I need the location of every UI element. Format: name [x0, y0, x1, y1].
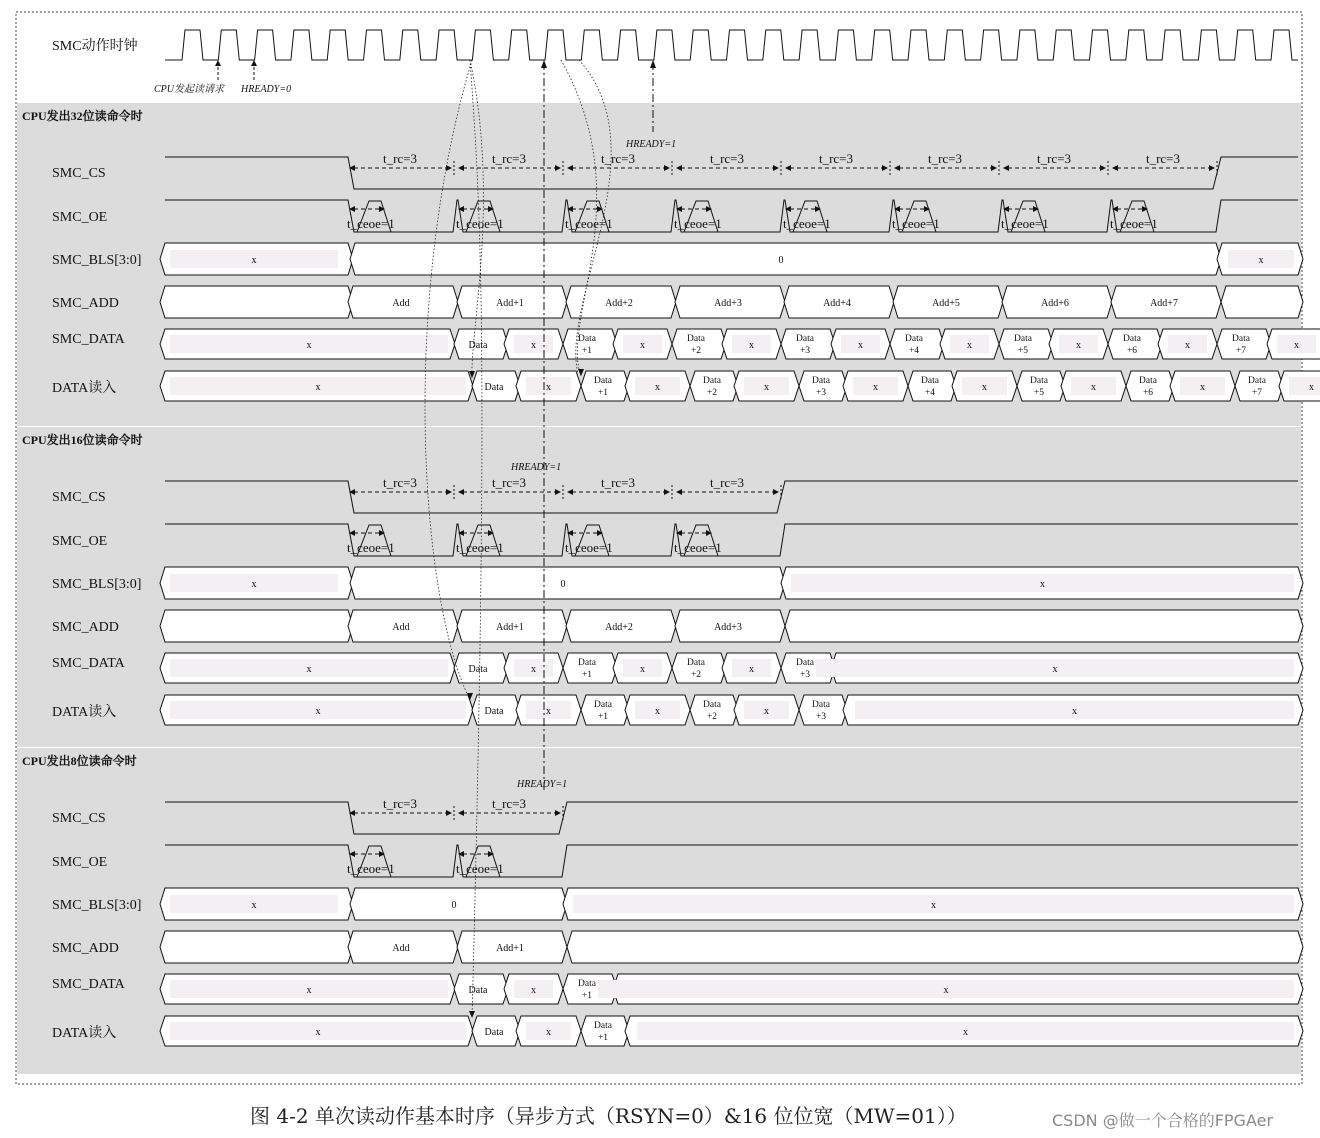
read-value: Data [484, 1027, 504, 1038]
data-value: Data [905, 334, 923, 344]
data-pre-value: x [306, 985, 312, 996]
clock-waveform [52, 30, 1298, 95]
hready1-annotation: HREADY=1 [517, 779, 568, 790]
t-ceoe-label: t_ceoe=1 [674, 540, 722, 555]
t-rc-label: t_rc=3 [491, 151, 527, 166]
address-value: Add+7 [1150, 298, 1178, 309]
read-value: Data [921, 376, 939, 386]
read-value-suffix: +7 [1251, 388, 1263, 398]
read-value-suffix: +2 [706, 712, 718, 722]
figure-caption: 图 4-2 单次读动作基本时序（异步方式（RSYN=0）&16 位位宽（MW=01）） [250, 1104, 967, 1128]
address-value: Add+3 [714, 298, 742, 309]
read-gap-value: x [655, 382, 660, 393]
add-pre-bus [160, 610, 353, 642]
signal-label-add: SMC_ADD [52, 941, 119, 956]
data-value-suffix: +1 [581, 991, 593, 1001]
read-value-suffix: +5 [1033, 388, 1045, 398]
data-value-suffix: +1 [581, 346, 593, 356]
signal-label-read: DATA读入 [52, 705, 117, 720]
read-value-suffix: +1 [597, 712, 609, 722]
t-ceoe-label: t_ceoe=1 [456, 540, 504, 555]
t-ceoe-label: t_ceoe=1 [565, 540, 613, 555]
read-value: Data [812, 700, 830, 710]
section-title: CPU发出32位读命令时 [22, 109, 143, 123]
data-value: Data [796, 334, 814, 344]
read-gap-value: x [655, 706, 660, 717]
hready1-annotation: HREADY=1 [626, 139, 677, 150]
read-gap-value: x [546, 706, 551, 717]
data-value: Data [468, 340, 488, 351]
hready1-annotation: HREADY=1 [511, 462, 562, 473]
signal-label-data: SMC_DATA [52, 332, 125, 347]
address-value: Add+2 [605, 622, 633, 633]
address-value: Add [392, 298, 410, 309]
address-value: Add+3 [714, 622, 742, 633]
data-value: Data [687, 658, 705, 668]
read-pre-value: x [315, 1027, 321, 1038]
bls-post-value: x [931, 900, 936, 911]
data-post-value: x [1052, 664, 1058, 675]
t-rc-label: t_rc=3 [709, 151, 745, 166]
add-post-bus [1221, 286, 1303, 318]
bls-pre-value: x [251, 900, 257, 911]
data-gap-value: x [1076, 340, 1081, 351]
bls-active-value: 0 [451, 900, 457, 911]
data-gap-value: x [531, 340, 536, 351]
cpu-request-arrowhead [215, 60, 221, 66]
read-gap-value: x [764, 382, 769, 393]
data-value-suffix: +3 [799, 670, 811, 680]
data-gap-value: x [531, 985, 536, 996]
bls-post-value: x [1258, 255, 1264, 266]
data-value-suffix: +2 [690, 346, 702, 356]
signal-label-oe: SMC_OE [52, 210, 108, 225]
signal-label-oe: SMC_OE [52, 534, 108, 549]
read-gap-value: x [1091, 382, 1096, 393]
address-value: Add+5 [932, 298, 960, 309]
data-value-suffix: +1 [581, 670, 593, 680]
add-pre-bus [160, 931, 353, 963]
read-value: Data [1139, 376, 1157, 386]
read-pre-value: x [315, 382, 321, 393]
clock-label: SMC动作时钟 [52, 39, 138, 54]
data-gap-value: x [749, 664, 754, 675]
bls-active-bus [350, 567, 785, 599]
t-rc-label: t_rc=3 [1036, 151, 1072, 166]
read-gap-value: x [1200, 382, 1205, 393]
read-gap-value-fill [1289, 377, 1320, 395]
t-rc-label: t_rc=3 [1145, 151, 1181, 166]
read-value: Data [594, 700, 612, 710]
read-value: Data [484, 706, 504, 717]
read-post-value: x [963, 1027, 968, 1038]
data-gap-value: x [640, 664, 645, 675]
bls-pre-value: x [251, 255, 257, 266]
read-gap-value: x [764, 706, 769, 717]
data-value-suffix: +6 [1126, 346, 1138, 356]
hready1-marker-arrowhead [650, 60, 656, 68]
address-value: Add+1 [496, 943, 524, 954]
signal-label-read: DATA读入 [52, 1026, 117, 1041]
signal-label-add: SMC_ADD [52, 296, 119, 311]
data-gap-value: x [1185, 340, 1190, 351]
data-value: Data [468, 664, 488, 675]
add-pre-bus [160, 286, 353, 318]
read-value: Data [594, 376, 612, 386]
read-value: Data [594, 1021, 612, 1031]
address-value: Add+6 [1041, 298, 1069, 309]
data-value: Data [687, 334, 705, 344]
data-value-suffix: +5 [1017, 346, 1029, 356]
add-post-bus [785, 610, 1303, 642]
cpu-request-annotation: CPU发起读请求 [154, 84, 224, 95]
t-rc-label: t_rc=3 [382, 475, 418, 490]
signal-label-bls: SMC_BLS[3:0] [52, 253, 142, 268]
address-value: Add [392, 622, 410, 633]
read-value-suffix: +6 [1142, 388, 1154, 398]
data-value: Data [578, 334, 596, 344]
signal-label-cs: SMC_CS [52, 490, 106, 505]
read-value: Data [1030, 376, 1048, 386]
t-rc-label: t_rc=3 [491, 475, 527, 490]
read-post-value: x [1072, 706, 1077, 717]
data-gap-value: x [531, 664, 536, 675]
data-value: Data [796, 658, 814, 668]
signal-label-bls: SMC_BLS[3:0] [52, 577, 142, 592]
data-pre-value: x [306, 340, 312, 351]
bls-pre-value: x [251, 579, 257, 590]
data-value-suffix: +4 [908, 346, 920, 356]
data-value-suffix: +7 [1235, 346, 1247, 356]
data-gap-value: x [858, 340, 863, 351]
t-ceoe-label: t_ceoe=1 [1001, 216, 1049, 231]
read-value-suffix: +1 [597, 1033, 609, 1043]
data-gap-value: x [1294, 340, 1299, 351]
data-pre-value: x [306, 664, 312, 675]
watermark: CSDN @做一个合格的FPGAer [1052, 1111, 1274, 1130]
read-gap-value: x [1309, 382, 1314, 393]
t-rc-label: t_rc=3 [600, 475, 636, 490]
read-value-suffix: +2 [706, 388, 718, 398]
read-value: Data [703, 376, 721, 386]
t-rc-label: t_rc=3 [600, 151, 636, 166]
read-value-suffix: +3 [815, 388, 827, 398]
data-gap-value: x [967, 340, 972, 351]
t-ceoe-label: t_ceoe=1 [565, 216, 613, 231]
data-value-suffix: +2 [690, 670, 702, 680]
t-rc-label: t_rc=3 [382, 796, 418, 811]
t-ceoe-label: t_ceoe=1 [347, 216, 395, 231]
signal-label-add: SMC_ADD [52, 620, 119, 635]
t-rc-label: t_rc=3 [709, 475, 745, 490]
read-value-suffix: +4 [924, 388, 936, 398]
signal-label-data: SMC_DATA [52, 977, 125, 992]
signal-label-data: SMC_DATA [52, 656, 125, 671]
section-title: CPU发出16位读命令时 [22, 433, 143, 447]
read-value-suffix: +3 [815, 712, 827, 722]
address-value: Add+4 [823, 298, 851, 309]
t-rc-label: t_rc=3 [382, 151, 418, 166]
t-ceoe-label: t_ceoe=1 [1110, 216, 1158, 231]
read-value: Data [703, 700, 721, 710]
signal-label-bls: SMC_BLS[3:0] [52, 898, 142, 913]
address-value: Add+1 [496, 622, 524, 633]
t-ceoe-label: t_ceoe=1 [783, 216, 831, 231]
clock-wave [165, 30, 1298, 60]
t-ceoe-label: t_ceoe=1 [347, 861, 395, 876]
data-gap-value: x [749, 340, 754, 351]
data-value: Data [578, 979, 596, 989]
signal-label-cs: SMC_CS [52, 811, 106, 826]
hready0-annotation: HREADY=0 [241, 84, 292, 95]
data-post-value: x [943, 985, 949, 996]
address-value: Add [392, 943, 410, 954]
read-pre-value: x [315, 706, 321, 717]
t-ceoe-label: t_ceoe=1 [456, 861, 504, 876]
read-value: Data [1248, 376, 1266, 386]
t-rc-label: t_rc=3 [927, 151, 963, 166]
data-value-suffix: +3 [799, 346, 811, 356]
read-value-suffix: +1 [597, 388, 609, 398]
hready0-arrowhead [251, 60, 257, 66]
bls-active-value: 0 [778, 255, 784, 266]
t-ceoe-label: t_ceoe=1 [347, 540, 395, 555]
hready-marker-arrowhead [541, 60, 547, 68]
signal-label-cs: SMC_CS [52, 166, 106, 181]
read-gap-value: x [982, 382, 987, 393]
data-value: Data [1123, 334, 1141, 344]
read-gap-value: x [546, 1027, 551, 1038]
data-value: Data [1014, 334, 1032, 344]
read-value: Data [812, 376, 830, 386]
add-post-bus [567, 931, 1303, 963]
bls-active-value: 0 [560, 579, 566, 590]
address-value: Add+1 [496, 298, 524, 309]
bls-active-bus [350, 888, 567, 920]
data-value: Data [1232, 334, 1250, 344]
section-title: CPU发出8位读命令时 [22, 754, 137, 768]
t-ceoe-label: t_ceoe=1 [456, 216, 504, 231]
signal-label-oe: SMC_OE [52, 855, 108, 870]
t-rc-label: t_rc=3 [491, 796, 527, 811]
address-value: Add+2 [605, 298, 633, 309]
read-gap-value: x [873, 382, 878, 393]
data-gap-value: x [640, 340, 645, 351]
t-ceoe-label: t_ceoe=1 [674, 216, 722, 231]
t-rc-label: t_rc=3 [818, 151, 854, 166]
read-gap-value: x [546, 382, 551, 393]
data-value: Data [578, 658, 596, 668]
bls-post-value: x [1040, 579, 1045, 590]
t-ceoe-label: t_ceoe=1 [892, 216, 940, 231]
signal-label-read: DATA读入 [52, 381, 117, 396]
read-value: Data [484, 382, 504, 393]
data-value: Data [468, 985, 488, 996]
